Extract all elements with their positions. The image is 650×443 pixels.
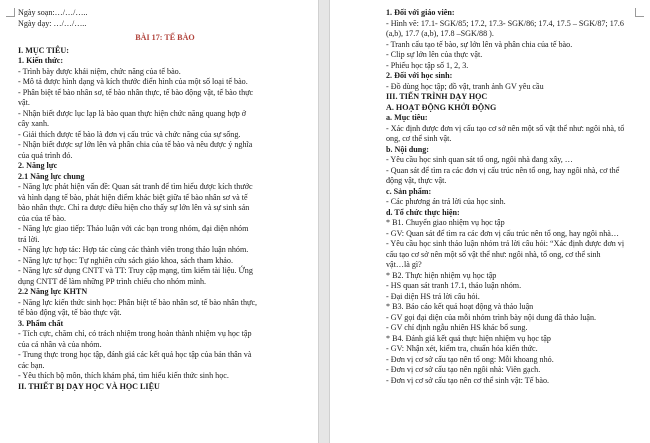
- text-line: - Đồ dùng học tập; đồ vật, tranh ảnh GV yêu cầu: [386, 81, 544, 91]
- text-line: bào nhân thực. Chỉ ra được điều hiện cho thấy sự lớn lên và sự sinh sản: [18, 203, 250, 212]
- text-line: cây xanh.: [18, 119, 50, 128]
- text-line: của quá trình đó.: [18, 150, 73, 160]
- text-line: - Năng lực hợp tác: Hợp tác cùng các thành viên trong thảo luận nhóm.: [18, 245, 249, 254]
- right-page-body: [386, 8, 648, 386]
- text-line: ong, cơ thể sinh vật.: [386, 134, 452, 143]
- text-line: - Phiếu học tập số 1, 2, 3.: [386, 60, 469, 70]
- section-heading: 2. Đối với học sinh:: [386, 71, 453, 80]
- text-line: - Mô tả được hình dạng và kích thước điển hình của một số loại tế bào.: [18, 77, 248, 86]
- text-line: vật…là gì?: [386, 260, 422, 269]
- section-heading: III. TIẾN TRÌNH DẠY HỌC: [386, 92, 488, 101]
- document-page-left: [0, 0, 318, 443]
- section-heading: b. Nội dung:: [386, 144, 429, 154]
- text-line: các bạn.: [18, 360, 45, 370]
- text-line: - Xác định được đơn vị cấu tạo cơ sở nên một số vật thể như: ngôi nhà, tổ: [386, 123, 625, 133]
- text-line: - HS quan sát tranh 17.1, thảo luận nhóm.: [386, 281, 522, 290]
- text-line: * B4. Đánh giá kết quả thực hiện nhiệm vụ học tập: [386, 333, 551, 343]
- text-line: - Năng lực kiến thức sinh học: Phân biệt tế bào nhân sơ, tế bào nhân thực,: [18, 297, 258, 307]
- text-line: - Yêu thích bộ môn, thích khám phá, tìm hiểu kiến thức sinh học.: [18, 371, 229, 380]
- section-heading: II. THIẾT BỊ DẠY HỌC VÀ HỌC LIỆU: [18, 381, 160, 391]
- text-line: - Phân biệt tế bào nhân sơ, tế bào nhân thực, tế bào động vật, tế bào thực: [18, 87, 254, 97]
- section-heading: d. Tổ chức thực hiện:: [386, 207, 460, 217]
- text-line: vật.: [18, 98, 30, 107]
- text-line: - GV: Quan sát để tìm ra các đơn vị cấu trúc nên tổ ong, hay ngôi nhà…: [386, 228, 619, 238]
- section-heading: 3. Phẩm chất: [18, 318, 64, 328]
- text-line: - Nhận biết được lục lạp là bào quan thực hiện chức năng quang hợp ở: [18, 108, 247, 118]
- section-heading: 2.1 Năng lực chung: [18, 171, 85, 181]
- document-page-right: [330, 0, 650, 443]
- section-heading: 2.2 Năng lực KHTN: [18, 287, 88, 296]
- page-margin-marker: [6, 8, 15, 17]
- text-line: * B1. Chuyển giao nhiệm vụ học tập: [386, 218, 505, 227]
- text-line: - GV gọi đại diện của mỗi nhóm trình bày nội dung đã thảo luận.: [386, 312, 597, 322]
- text-line: dụng CNTT để làm những PP trình chiếu cho nhóm mình.: [18, 276, 207, 286]
- text-line: - Tích cực, chăm chỉ, có trách nhiệm trong hoàn thành nhiệm vụ học tập: [18, 329, 252, 338]
- text-line: - Năng lực giao tiếp: Thảo luận với các bạn trong nhóm, đại diện nhóm: [18, 224, 249, 233]
- left-page-content: [18, 8, 312, 392]
- date-taught: Ngày dạy: …/…/…..: [18, 18, 87, 28]
- section-heading: 1. Đối với giáo viên:: [386, 8, 455, 17]
- text-line: - Năng lực sử dụng CNTT và TT: Truy cập mạng, tìm kiếm tài liệu. Ứng: [18, 266, 253, 275]
- text-line: trả lời.: [18, 234, 40, 244]
- text-line: - Clip sự lớn lên của thực vật.: [386, 50, 483, 59]
- text-line: và hình dạng tế bào, phát hiện điểm khác biệt giữa tế bào nhân sơ và tế: [18, 192, 248, 202]
- text-line: của cá nhân và của nhóm.: [18, 339, 102, 349]
- text-line: - Đại diện HS trả lời câu hỏi.: [386, 291, 480, 301]
- text-line: * B2. Thực hiện nhiệm vụ học tập: [386, 270, 497, 280]
- text-line: - Hình vẽ: 17.1- SGK/85; 17.2, 17.3- SGK/86; 17.4, 17.5 – SGK/87; 17.6: [386, 18, 624, 28]
- right-page-content: [386, 8, 648, 386]
- text-line: - Đơn vị cơ sở cấu tạo nên cơ thể sinh vật: Tế bào.: [386, 375, 550, 385]
- section-heading: 1. Kiến thức:: [18, 56, 64, 65]
- text-line: - Năng lực phát hiện vấn đề: Quan sát tranh để tìm hiểu được kích thước: [18, 182, 253, 191]
- section-heading: A. HOẠT ĐỘNG KHỞI ĐỘNG: [386, 102, 497, 112]
- text-line: tế bào động vật, tế bào thực vật.: [18, 308, 122, 317]
- text-line: - Yêu cầu học sinh thảo luận nhóm trả lời câu hỏi: “Xác định được đơn vị: [386, 239, 625, 248]
- text-line: - Giải thích được tế bào là đơn vị cấu trúc và chức năng của sự sống.: [18, 129, 241, 139]
- text-line: - GV chỉ định ngẫu nhiên HS khác bổ sung.: [386, 323, 528, 332]
- date-prepared: Ngày soạn:…/…/…..: [18, 8, 88, 17]
- text-line: (a,b), 17.7 (a,b), 17.8 –SGK/88 ).: [386, 29, 494, 38]
- text-line: - Quan sát để tìm ra các đơn vị cấu trúc nên tổ ong, hay ngôi nhà, cơ thể: [386, 165, 620, 175]
- text-line: động vật, thực vật.: [386, 176, 447, 185]
- section-heading: a. Mục tiêu:: [386, 113, 428, 122]
- text-line: cấu tạo cơ sở nên một số vật thể như: ngôi nhà, tổ ong, cơ thể sinh: [386, 249, 601, 259]
- text-line: - Yêu cầu học sinh quan sát tổ ong, ngôi nhà đang xây, …: [386, 155, 573, 164]
- text-line: - Đơn vị cơ sở cấu tạo nên ngôi nhà: Viên gạch.: [386, 365, 541, 374]
- section-heading: c. Sản phẩm:: [386, 186, 432, 196]
- text-line: - Đơn vị cơ sở cấu tạo nên tổ ong: Mỗi khoang nhỏ.: [386, 354, 554, 364]
- text-line: - Tranh cấu tạo tế bào, sự lớn lên và phân chia của tế bào.: [386, 39, 573, 49]
- text-line: - Nhận biết được sự lớn lên và phân chia của tế bào và nêu được ý nghĩa: [18, 140, 253, 149]
- left-page-body: [18, 46, 312, 393]
- section-heading: I. MỤC TIÊU:: [18, 45, 69, 55]
- text-line: - Trung thực trong học tập, đánh giá các kết quả học tập của bản thân và: [18, 350, 252, 359]
- text-line: của của tế bào.: [18, 213, 67, 223]
- text-line: - Năng lực tự học: Tự nghiên cứu sách giáo khoa, sách tham khảo.: [18, 255, 233, 265]
- text-line: - Trình bày được khái niệm, chức năng của tế bào.: [18, 66, 181, 76]
- lesson-title: BÀI 17: TẾ BÀO: [135, 33, 195, 42]
- section-heading: 2. Năng lực: [18, 161, 58, 170]
- text-line: - Các phương án trả lời của học sinh.: [386, 197, 506, 206]
- text-line: - GV: Nhận xét, kiểm tra, chuẩn hóa kiến thức.: [386, 344, 538, 353]
- text-line: * B3. Báo cáo kết quả hoạt động và thảo luận: [386, 302, 534, 311]
